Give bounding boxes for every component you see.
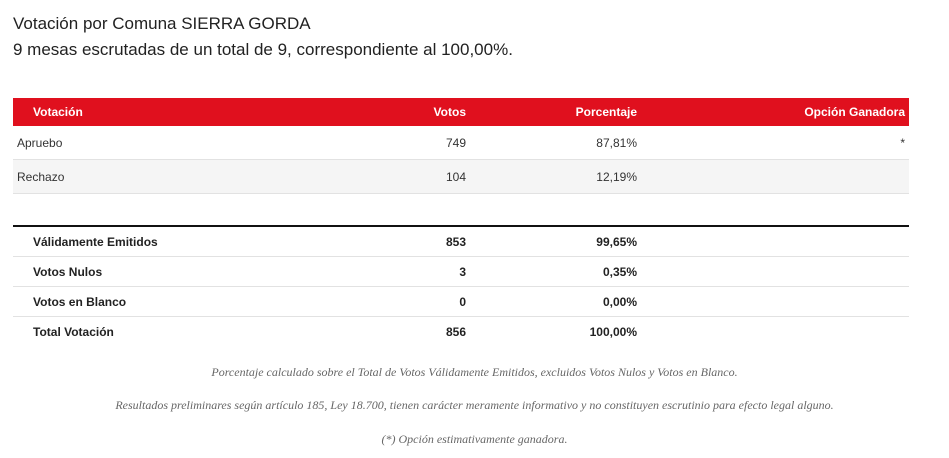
totals-row bbox=[13, 317, 909, 346]
totals-votes: 853 bbox=[445, 234, 466, 249]
column-header-votacion: Votación bbox=[33, 105, 83, 119]
page-title: Votación por Comuna SIERRA GORDA bbox=[13, 14, 311, 33]
totals-votes: 856 bbox=[445, 324, 466, 339]
footnote-legal: Resultados preliminares según artículo 185, Ley 18.700, tienen carácter meramente informativo y no constituyen escrutinio para efecto legal alguno. bbox=[115, 398, 834, 412]
option-votes: 749 bbox=[445, 135, 466, 150]
totals-percent: 0,35% bbox=[602, 264, 637, 279]
option-label: Rechazo bbox=[17, 169, 65, 184]
totals-label: Total Votación bbox=[33, 324, 114, 339]
winner-marker: * bbox=[900, 135, 905, 150]
totals-percent: 100,00% bbox=[589, 324, 637, 339]
results-table bbox=[13, 98, 909, 194]
totals-votes: 0 bbox=[459, 294, 466, 309]
results-table-header bbox=[13, 98, 909, 126]
totals-label: Votos Nulos bbox=[33, 264, 103, 279]
totals-table bbox=[13, 225, 909, 346]
totals-row bbox=[13, 227, 909, 257]
totals-label: Válidamente Emitidos bbox=[33, 234, 158, 249]
totals-row bbox=[13, 287, 909, 317]
column-header-votos: Votos bbox=[433, 105, 466, 119]
option-percent: 12,19% bbox=[596, 169, 637, 184]
option-votes: 104 bbox=[445, 169, 466, 184]
table-row bbox=[13, 126, 909, 160]
totals-percent: 0,00% bbox=[602, 294, 637, 309]
option-label: Apruebo bbox=[17, 135, 63, 150]
totals-votes: 3 bbox=[459, 264, 466, 279]
table-row bbox=[13, 160, 909, 194]
page-subtitle: 9 mesas escrutadas de un total de 9, correspondiente al 100,00%. bbox=[13, 40, 513, 59]
totals-row bbox=[13, 257, 909, 287]
footnote-percentage: Porcentaje calculado sobre el Total de Votos Válidamente Emitidos, excluidos Votos Nulos y Votos en Blanco. bbox=[211, 365, 738, 379]
footnote-winner: (*) Opción estimativamente ganadora. bbox=[381, 432, 568, 446]
totals-label: Votos en Blanco bbox=[33, 294, 127, 309]
option-percent: 87,81% bbox=[596, 135, 637, 150]
column-header-porcentaje: Porcentaje bbox=[575, 105, 637, 119]
column-header-opcion-ganadora: Opción Ganadora bbox=[804, 105, 905, 119]
totals-percent: 99,65% bbox=[596, 234, 637, 249]
